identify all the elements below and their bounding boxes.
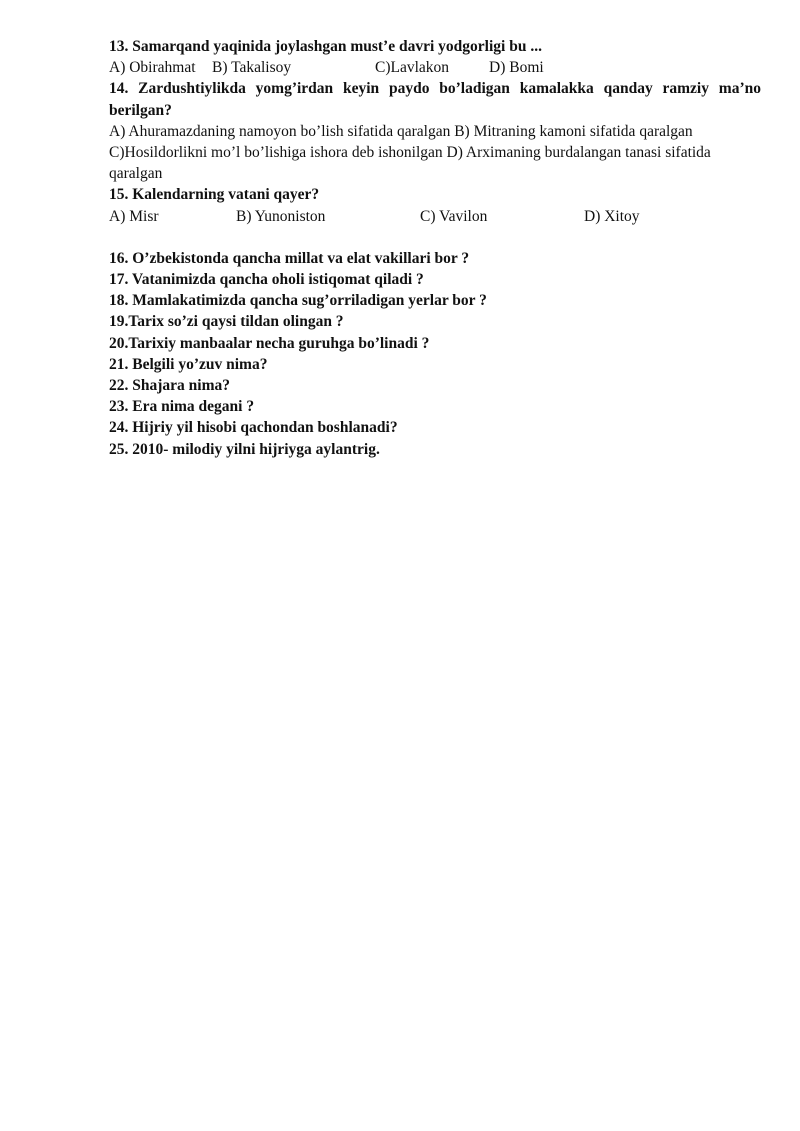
document-page	[109, 36, 761, 460]
question-15: 15. Kalendarning vatani qayer?	[109, 186, 320, 204]
question-23: 23. Era nima degani ?	[109, 398, 255, 416]
question-18: 18. Mamlakatimizda qancha sug’orriladigan yerlar bor ?	[109, 292, 487, 310]
question-14-options-line-3: qaralgan	[109, 165, 163, 183]
question-19: 19.Tarix so’zi qaysi tildan olingan ?	[109, 313, 344, 331]
question-24: 24. Hijriy yil hisobi qachondan boshlanadi?	[109, 419, 398, 437]
question-16: 16. O’zbekistonda qancha millat va elat vakillari bor ?	[109, 249, 470, 267]
option-b: B) Takalisoy	[212, 59, 292, 77]
option-d: D) Bomi	[489, 59, 544, 77]
question-14-options-line-1: A) Ahuramazdaning namoyon bo’lish sifatida qaralgan B) Mitraning kamoni sifatida qaralgan	[109, 122, 693, 140]
question-14-line-1: 14. Zardushtiylikda yomg’irdan keyin paydo bo’ladigan kamalakka qanday ramziy ma’no	[109, 80, 761, 98]
question-17: 17. Vatanimizda qancha oholi istiqomat qiladi ?	[109, 271, 424, 289]
option-d: D) Xitoy	[584, 207, 640, 225]
option-a: A) Misr	[109, 207, 159, 225]
question-13-options	[109, 57, 761, 78]
spacer	[109, 227, 761, 248]
option-a: A) Obirahmat	[109, 59, 196, 77]
question-20: 20.Tarixiy manbaalar necha guruhga bo’linadi ?	[109, 334, 430, 352]
question-14-line-2: berilgan?	[109, 101, 172, 119]
question-25: 25. 2010- milodiy yilni hijriyga aylantrig.	[109, 440, 380, 458]
question-14-options-line-2: C)Hosildorlikni mo’l bo’lishiga ishora deb ishonilgan D) Arximaning burdalangan tanasi sifatida	[109, 143, 711, 161]
question-21: 21. Belgili yo’zuv nima?	[109, 355, 268, 373]
option-c: C) Vavilon	[420, 207, 488, 225]
question-22: 22. Shajara nima?	[109, 377, 230, 394]
question-13: 13. Samarqand yaqinida joylashgan must’e davri yodgorligi bu ...	[109, 38, 542, 55]
option-b: B) Yunoniston	[236, 207, 326, 225]
question-15-options	[109, 206, 761, 227]
option-c: C)Lavlakon	[375, 59, 450, 77]
